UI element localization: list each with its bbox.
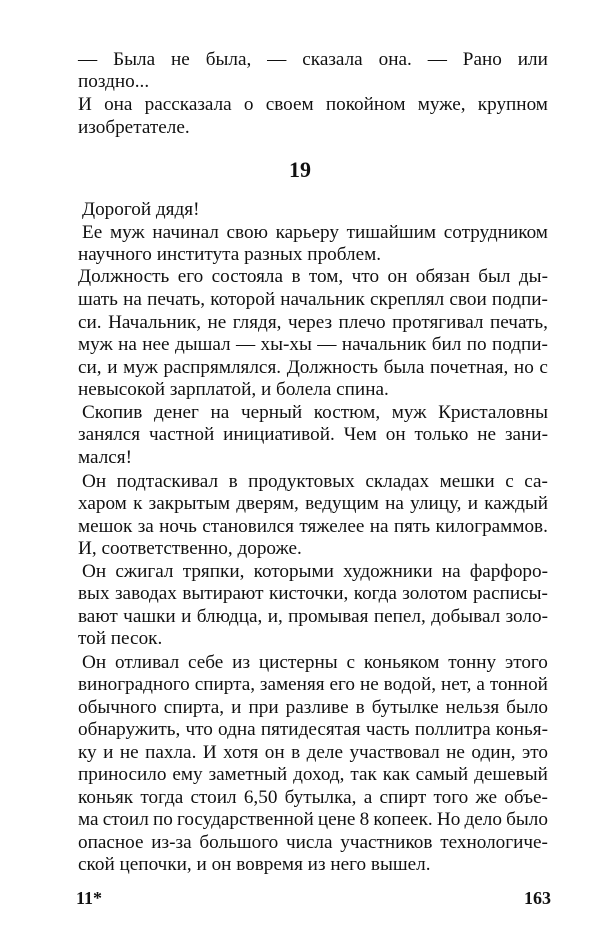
word: себе: [188, 652, 224, 673]
word: ночь: [159, 516, 197, 537]
word: тогда: [140, 787, 184, 808]
word: не: [171, 49, 190, 70]
word: зани-: [504, 424, 548, 445]
word: доход,: [293, 764, 345, 785]
word: си.: [78, 312, 102, 333]
text-line: Дорогой дядя!: [82, 199, 200, 220]
word: протягивал: [392, 312, 484, 333]
word: Должность: [286, 357, 378, 378]
word: а: [363, 787, 373, 808]
word: он: [385, 424, 406, 445]
word: карьеру: [275, 222, 339, 243]
word: дело: [464, 809, 502, 830]
word: о: [243, 94, 254, 115]
word: —: [78, 49, 98, 70]
word: одна: [218, 719, 256, 740]
word: он: [387, 266, 408, 287]
word: вых: [78, 583, 110, 604]
word: что: [185, 719, 213, 740]
word: к: [133, 493, 143, 514]
word: с: [505, 471, 514, 492]
word: Он: [82, 652, 107, 673]
word: по: [466, 334, 487, 355]
word: объе-: [504, 787, 548, 808]
word: покойном: [325, 94, 406, 115]
word: бутылка,: [284, 787, 357, 808]
word: которыми: [253, 561, 334, 582]
word: его: [177, 266, 204, 287]
word: улицу,: [410, 493, 462, 514]
word: тонну: [448, 652, 497, 673]
word: и: [181, 606, 192, 627]
word: технологиче-: [440, 832, 548, 853]
text-line: [78, 422, 548, 448]
word: была: [383, 357, 425, 378]
text-line: поздно...: [78, 71, 150, 92]
word: закрытым: [148, 493, 230, 514]
word: почетная,: [429, 357, 509, 378]
word: денег: [153, 402, 199, 423]
word: заменяя: [259, 674, 325, 695]
word: был: [478, 266, 511, 287]
word: при: [248, 697, 279, 718]
word: обязан: [415, 266, 470, 287]
word: сжигал: [115, 561, 174, 582]
word: в: [228, 471, 238, 492]
word: его: [329, 674, 356, 695]
word: рассказала: [144, 94, 232, 115]
word: распрямлялся.: [163, 357, 282, 378]
word: обычного: [78, 697, 157, 718]
word: дешевый: [474, 764, 548, 785]
word: а: [476, 674, 485, 695]
word: частной: [149, 424, 215, 445]
word: пять: [393, 516, 431, 537]
word: ма: [78, 809, 99, 830]
word: —: [317, 334, 337, 355]
word: свои: [449, 289, 487, 310]
word: тонной: [489, 674, 548, 695]
word: ему: [172, 764, 203, 785]
word: участников: [340, 832, 433, 853]
word: из: [232, 652, 251, 673]
word: пахла.: [145, 742, 197, 763]
word: крупном: [477, 94, 548, 115]
word: золотом: [402, 583, 468, 604]
word: муже,: [417, 94, 466, 115]
word: он: [264, 742, 285, 763]
word: большого: [199, 832, 279, 853]
word: же: [475, 787, 497, 808]
word: приносило: [78, 764, 167, 785]
word: сотрудником: [443, 222, 548, 243]
word: фарфоро-: [469, 561, 548, 582]
word: она: [104, 94, 133, 115]
word: Была: [113, 49, 156, 70]
word: бил: [431, 334, 462, 355]
word: деле: [306, 742, 343, 763]
word: обнаружить,: [78, 719, 181, 740]
word: Скопив: [82, 402, 143, 423]
word: что: [351, 266, 380, 287]
word: И: [202, 742, 217, 763]
word: спирта,: [163, 697, 225, 718]
word: муж: [123, 357, 158, 378]
word: свою: [226, 222, 268, 243]
word: стоил: [102, 809, 149, 830]
word: один,: [471, 742, 516, 763]
word: это: [522, 742, 548, 763]
word: на: [441, 561, 461, 582]
word: —: [267, 49, 287, 70]
word: на: [385, 493, 404, 514]
word: на: [118, 334, 137, 355]
word: не: [119, 742, 139, 763]
word: промывая: [288, 606, 369, 627]
word: становился: [202, 516, 294, 537]
word: пятидесятая: [260, 719, 361, 740]
word: участвовал: [349, 742, 440, 763]
word: пепел,: [373, 606, 426, 627]
word: за: [137, 516, 154, 537]
word: как: [382, 764, 410, 785]
word: не: [446, 742, 465, 763]
word: но: [513, 357, 534, 378]
word: стоил: [190, 787, 237, 808]
word: самый: [415, 764, 469, 785]
word: состояла: [211, 266, 284, 287]
word: спирт: [379, 787, 427, 808]
word: и: [103, 742, 114, 763]
word: на: [369, 516, 389, 537]
word: начинал: [152, 222, 219, 243]
text-line: научного института разных проблем.: [78, 244, 382, 265]
word: занялся: [78, 424, 141, 445]
word: подпи-: [491, 334, 548, 355]
word: в: [291, 266, 301, 287]
word: или: [517, 49, 548, 70]
word: когда: [353, 583, 397, 604]
word: шать: [78, 289, 118, 310]
word: кисточки,: [268, 583, 349, 604]
word: Он: [82, 471, 107, 492]
word: была,: [205, 49, 252, 70]
word: муж: [78, 334, 113, 355]
word: этого: [504, 652, 548, 673]
word: печать,: [490, 312, 548, 333]
word: коньяком: [363, 652, 440, 673]
word: по: [152, 809, 173, 830]
word: опасное: [78, 832, 144, 853]
word: виноградного: [78, 674, 190, 695]
word: и: [467, 493, 479, 514]
word: ведущим: [305, 493, 379, 514]
word: Чем: [343, 424, 377, 445]
word: си,: [78, 357, 102, 378]
word: бутылке: [371, 697, 439, 718]
word: харом: [78, 493, 127, 514]
word: вытирают: [182, 583, 264, 604]
word: плечо: [338, 312, 386, 333]
word: тяжелее: [299, 516, 365, 537]
text-line: И, соответственно, дороже.: [78, 538, 302, 559]
word: разливе: [285, 697, 349, 718]
page-number: 163: [524, 888, 551, 908]
word: —: [427, 49, 447, 70]
word: том,: [308, 266, 344, 287]
word: нет,: [440, 674, 472, 695]
word: заметный: [208, 764, 288, 785]
word: коньяк: [78, 787, 134, 808]
word: подпи-: [491, 289, 548, 310]
word: не: [477, 424, 497, 445]
word: художники: [343, 561, 433, 582]
word: золо-: [505, 606, 548, 627]
word: с: [539, 357, 548, 378]
word: и,: [267, 606, 283, 627]
word: И: [78, 94, 92, 115]
word: складах: [365, 471, 430, 492]
word: она.: [378, 49, 412, 70]
word: Кристаловны: [438, 402, 548, 423]
text-line: мался!: [78, 447, 133, 468]
text-line: изобретателе.: [78, 117, 190, 138]
word: скреплял: [370, 289, 445, 310]
word: начальник: [341, 334, 427, 355]
word: подтаскивал: [116, 471, 219, 492]
word: хотя: [223, 742, 259, 763]
word: ды-: [518, 266, 548, 287]
word: костюм,: [313, 402, 381, 423]
word: глядя,: [232, 312, 282, 333]
word: не: [359, 674, 379, 695]
word: Начальник,: [108, 312, 201, 333]
word: начальник: [280, 289, 365, 310]
word: заводах: [114, 583, 177, 604]
word: и: [231, 697, 242, 718]
word: сказала: [302, 49, 363, 70]
word: инициативой.: [223, 424, 335, 445]
text-line: той песок.: [78, 628, 163, 649]
word: на: [123, 289, 142, 310]
word: копеек.: [373, 809, 433, 830]
word: спирта,: [194, 674, 256, 695]
text-line: невысокой зарплатой, и болела спина.: [78, 379, 389, 400]
word: не: [207, 312, 227, 333]
word: Рано: [462, 49, 502, 70]
word: чашки: [123, 606, 176, 627]
word: только: [414, 424, 469, 445]
word: Ее: [82, 222, 103, 243]
word: Но: [436, 809, 461, 830]
word: отливал: [114, 652, 180, 673]
word: печать,: [147, 289, 206, 310]
word: Он: [82, 561, 107, 582]
word: дышал: [174, 334, 231, 355]
word: черный: [240, 402, 303, 423]
word: муж: [109, 222, 145, 243]
word: в: [291, 742, 301, 763]
word: нельзя: [445, 697, 500, 718]
word: каждый: [484, 493, 548, 514]
word: с: [346, 652, 355, 673]
word: было: [506, 809, 548, 830]
word: водой,: [383, 674, 437, 695]
word: са-: [524, 471, 548, 492]
chapter-number: 19: [289, 157, 311, 182]
word: мешки: [439, 471, 495, 492]
word: хы-хы: [260, 334, 312, 355]
word: того: [433, 787, 469, 808]
word: тишайшим: [346, 222, 437, 243]
word: нее: [142, 334, 170, 355]
word: цене: [317, 809, 356, 830]
word: государственной: [176, 809, 314, 830]
word: 8: [359, 809, 370, 830]
word: из-за: [151, 832, 192, 853]
word: 6,50: [243, 787, 278, 808]
word: ку: [78, 742, 97, 763]
word: так: [350, 764, 377, 785]
word: цистерны: [258, 652, 338, 673]
word: килограммов.: [435, 516, 548, 537]
word: добывал: [431, 606, 501, 627]
word: через: [287, 312, 333, 333]
signature-mark: 11*: [76, 888, 103, 908]
word: своем: [265, 94, 314, 115]
word: вают: [78, 606, 118, 627]
word: тряпки,: [182, 561, 245, 582]
word: и: [107, 357, 118, 378]
word: мешок: [78, 516, 133, 537]
word: которой: [210, 289, 276, 310]
word: на: [210, 402, 230, 423]
word: в: [355, 697, 365, 718]
word: часть: [365, 719, 410, 740]
word: было: [506, 697, 548, 718]
text-line: ской цепочки, и он вовремя из него вышел.: [78, 854, 431, 875]
word: дверям,: [236, 493, 299, 514]
word: конья-: [495, 719, 548, 740]
word: поллитра: [414, 719, 491, 740]
word: блюдца,: [196, 606, 263, 627]
word: —: [236, 334, 256, 355]
word: муж: [391, 402, 427, 423]
word: Должность: [78, 266, 170, 287]
word: расписы-: [472, 583, 548, 604]
word: продуктовых: [248, 471, 355, 492]
word: числа: [285, 832, 333, 853]
